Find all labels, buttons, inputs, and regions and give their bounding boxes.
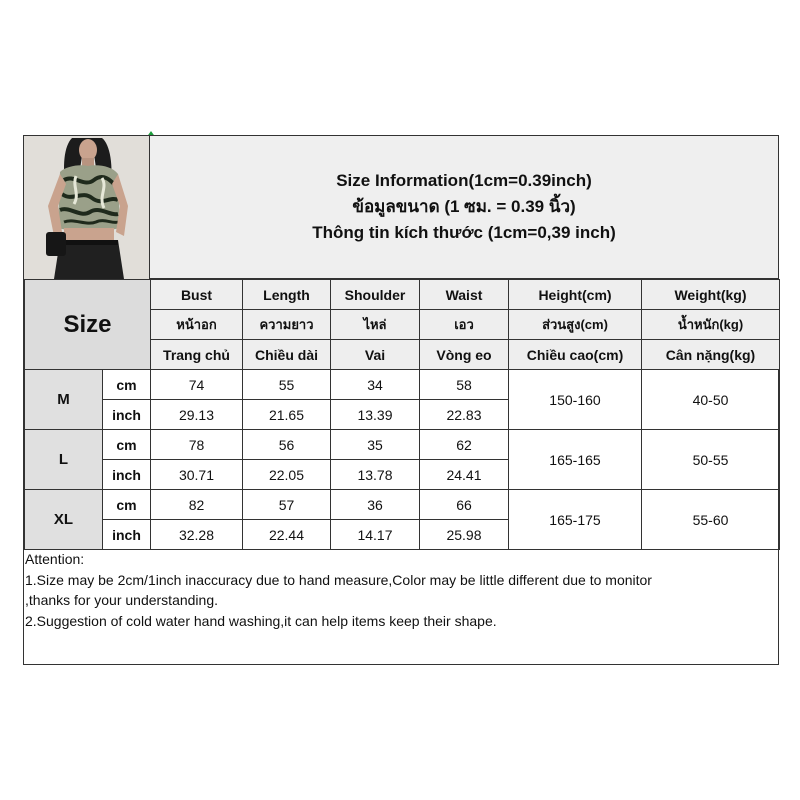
note-line-1-continued: ,thanks for your understanding.	[25, 592, 219, 608]
table-row	[25, 490, 780, 520]
length-value: 22.05	[243, 460, 331, 490]
size-information-title	[150, 136, 778, 279]
header-shoulder-vi: Vai	[331, 340, 420, 370]
waist-value: 25.98	[420, 520, 509, 550]
header-weight: Weight(kg)	[642, 280, 780, 310]
header-waist-thai: เอว	[420, 310, 509, 340]
header-weight-thai: น้ำหนัก(kg)	[642, 310, 780, 340]
header-weight-vi: Cân nặng(kg)	[642, 340, 780, 370]
weight-range: 55-60	[642, 490, 780, 550]
shoulder-value: 14.17	[331, 520, 420, 550]
size-table	[24, 279, 780, 550]
shoulder-value: 35	[331, 430, 420, 460]
bust-value: 82	[151, 490, 243, 520]
unit-label: cm	[103, 370, 151, 400]
length-value: 21.65	[243, 400, 331, 430]
unit-label: inch	[103, 460, 151, 490]
waist-value: 58	[420, 370, 509, 400]
header-length-thai: ความยาว	[243, 310, 331, 340]
weight-range: 50-55	[642, 430, 780, 490]
height-range: 165-165	[509, 430, 642, 490]
header-waist-vi: Vòng eo	[420, 340, 509, 370]
attention-notes	[25, 549, 774, 631]
shoulder-value: 36	[331, 490, 420, 520]
title-vietnamese: Thông tin kích thước (1cm=0,39 inch)	[312, 223, 616, 242]
title-english: Size Information(1cm=0.39inch)	[336, 171, 592, 190]
length-value: 22.44	[243, 520, 331, 550]
height-range: 165-175	[509, 490, 642, 550]
header-height: Height(cm)	[509, 280, 642, 310]
table-row	[25, 370, 780, 400]
length-value: 57	[243, 490, 331, 520]
unit-label: cm	[103, 490, 151, 520]
waist-value: 62	[420, 430, 509, 460]
waist-value: 22.83	[420, 400, 509, 430]
note-line-1: 1.Size may be 2cm/1inch inaccuracy due to hand measure,Color may be little different due to monitor	[25, 571, 652, 588]
waist-value: 66	[420, 490, 509, 520]
bust-value: 32.28	[151, 520, 243, 550]
product-photo	[24, 136, 150, 279]
waist-value: 24.41	[420, 460, 509, 490]
size-label-m: M	[25, 370, 103, 430]
size-label-xl: XL	[25, 490, 103, 550]
header-bust-vi: Trang chủ	[151, 340, 243, 370]
size-chart-sheet	[23, 135, 779, 665]
length-value: 56	[243, 430, 331, 460]
title-thai: ข้อมูลขนาด (1 ซม. = 0.39 นิ้ว)	[352, 197, 576, 216]
header-bust: Bust	[151, 280, 243, 310]
size-label-l: L	[25, 430, 103, 490]
header-length-vi: Chiều dài	[243, 340, 331, 370]
header-shoulder-thai: ไหล่	[331, 310, 420, 340]
shoulder-value: 13.39	[331, 400, 420, 430]
shoulder-value: 13.78	[331, 460, 420, 490]
product-photo-image	[24, 136, 150, 279]
bust-value: 29.13	[151, 400, 243, 430]
note-line-2: 2.Suggestion of cold water hand washing,it can help items keep their shape.	[25, 612, 497, 629]
shoulder-value: 34	[331, 370, 420, 400]
header-waist: Waist	[420, 280, 509, 310]
header-height-thai: ส่วนสูง(cm)	[509, 310, 642, 340]
height-range: 150-160	[509, 370, 642, 430]
bust-value: 30.71	[151, 460, 243, 490]
notes-heading: Attention:	[25, 551, 85, 567]
bust-value: 74	[151, 370, 243, 400]
bust-value: 78	[151, 430, 243, 460]
header-length: Length	[243, 280, 331, 310]
unit-label: inch	[103, 520, 151, 550]
weight-range: 40-50	[642, 370, 780, 430]
length-value: 55	[243, 370, 331, 400]
unit-label: cm	[103, 430, 151, 460]
header-row-english	[25, 280, 780, 310]
header-bust-thai: หน้าอก	[151, 310, 243, 340]
header-shoulder: Shoulder	[331, 280, 420, 310]
unit-label: inch	[103, 400, 151, 430]
table-row	[25, 430, 780, 460]
size-column-header: Size	[25, 280, 151, 370]
header-height-vi: Chiều cao(cm)	[509, 340, 642, 370]
